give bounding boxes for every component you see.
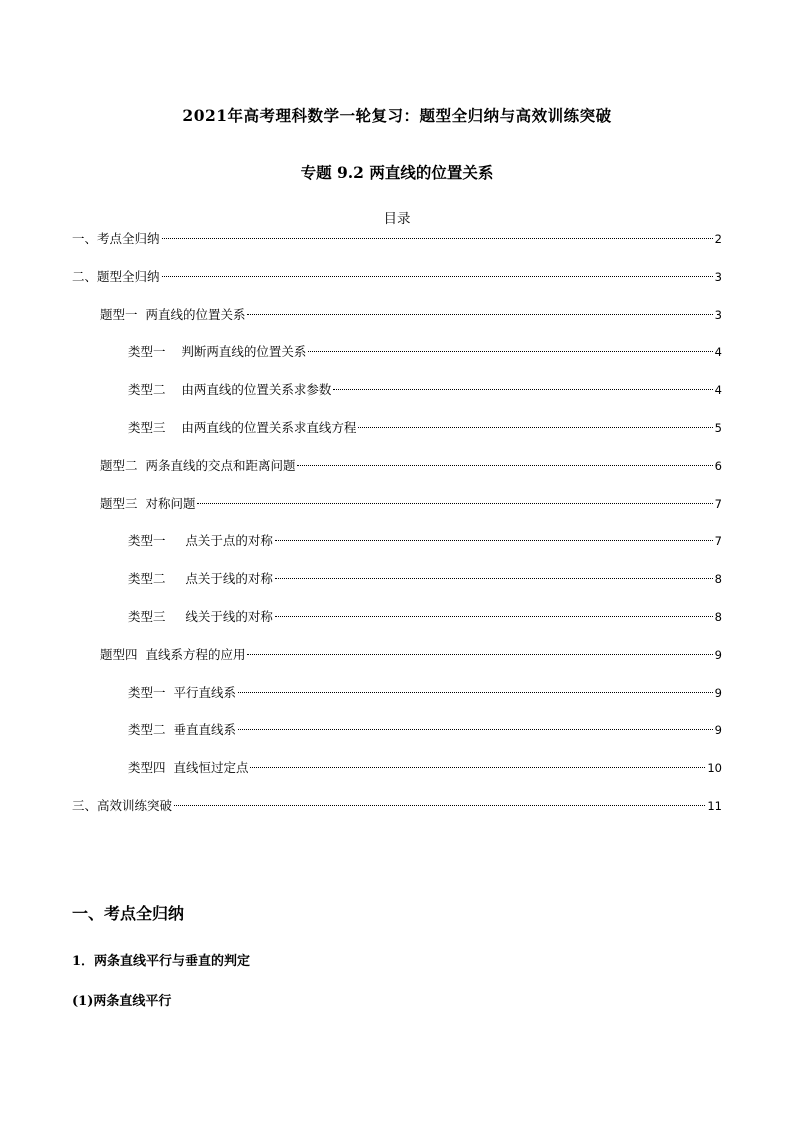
toc-entry[interactable]: [72, 607, 722, 627]
toc-entry-page-number: 8: [714, 610, 722, 624]
toc-entry-label: 类型一 点关于点的对称: [128, 533, 273, 549]
toc-entry-label: 二、题型全归纳: [72, 268, 160, 284]
toc-entry-label: 类型四 直线恒过定点: [128, 760, 249, 776]
toc-entry-page-number: 4: [714, 383, 722, 398]
toc-entry-page-number: 9: [714, 723, 722, 738]
toc-entry[interactable]: [72, 758, 722, 778]
toc-entry[interactable]: [72, 229, 722, 249]
toc-entry-label: 题型四 直线系方程的应用: [100, 646, 246, 662]
toc-entry-page-number: 6: [714, 458, 722, 473]
toc-leader-dots: [197, 502, 712, 504]
toc-entry-page-number: 2: [714, 232, 722, 246]
toc-entry-label: 类型一 判断两直线的位置关系: [128, 344, 307, 360]
toc-entry-page-number: 7: [714, 534, 722, 549]
toc-entry[interactable]: [72, 796, 722, 816]
toc-entry-label: 类型三 由两直线的位置关系求直线方程: [128, 420, 357, 435]
toc-entry[interactable]: [72, 342, 722, 362]
toc-entry[interactable]: [72, 380, 722, 400]
toc-entry-page-number: 3: [714, 307, 722, 322]
toc-entry[interactable]: [72, 418, 722, 438]
toc-entry[interactable]: [72, 569, 722, 589]
toc-entry-page-number: 9: [714, 647, 722, 662]
toc-entry-page-number: 10: [707, 761, 722, 776]
toc-leader-dots: [358, 426, 712, 428]
toc-leader-dots: [297, 464, 712, 466]
toc-entry-label: 题型一 两直线的位置关系: [100, 306, 246, 322]
toc-leader-dots: [174, 804, 705, 806]
toc-leader-dots: [308, 350, 712, 352]
document-title: 2021年高考理科数学一轮复习：题型全归纳与高效训练突破: [182, 106, 612, 125]
toc-entry[interactable]: [72, 494, 722, 514]
toc-leader-dots: [275, 577, 713, 579]
toc-entry-label: 类型二 点关于线的对称: [128, 571, 273, 587]
toc-leader-dots: [247, 313, 712, 315]
toc-leader-dots: [333, 388, 712, 390]
toc-leader-dots: [162, 275, 713, 277]
toc-leader-dots: [162, 237, 713, 239]
toc-entry-label: 类型二 由两直线的位置关系求参数: [128, 382, 332, 398]
toc-entry-label: 三、高效训练突破: [72, 798, 173, 813]
toc-entry[interactable]: [72, 305, 722, 325]
toc-entry[interactable]: [72, 720, 722, 740]
toc-entry-page-number: 9: [714, 685, 722, 700]
toc-entry-label: 类型三 线关于线的对称: [128, 609, 273, 624]
toc-entry-page-number: 4: [714, 345, 722, 360]
toc-entry-page-number: 3: [714, 269, 722, 284]
subsubsection-heading: (1)两条直线平行: [72, 994, 172, 1009]
toc-entry-label: 题型二 两条直线的交点和距离问题: [100, 457, 296, 473]
toc-entry[interactable]: [72, 645, 722, 665]
toc-entry-page-number: 8: [714, 572, 722, 587]
toc-entry-label: 类型一 平行直线系: [128, 684, 236, 700]
toc-entry[interactable]: [72, 683, 722, 703]
section-heading: 一、考点全归纳: [72, 904, 185, 923]
toc-entry[interactable]: [72, 531, 722, 551]
toc-leader-dots: [247, 653, 712, 655]
document-subtitle: 专题 9.2 两直线的位置关系: [300, 163, 494, 182]
toc-entry-page-number: 11: [707, 799, 722, 813]
toc-entry[interactable]: [72, 267, 722, 287]
toc-leader-dots: [275, 615, 713, 617]
toc-leader-dots: [275, 539, 713, 541]
toc-entry-page-number: 7: [714, 496, 722, 511]
toc-leader-dots: [238, 728, 713, 730]
toc-entry-label: 题型三 对称问题: [100, 495, 196, 511]
toc-entry-label: 类型二 垂直直线系: [128, 722, 236, 738]
toc-heading: 目录: [383, 211, 411, 227]
toc-leader-dots: [238, 691, 713, 693]
toc-entry-page-number: 5: [714, 421, 722, 435]
toc-leader-dots: [250, 766, 705, 768]
toc-entry-label: 一、考点全归纳: [72, 231, 160, 246]
subsection-heading: 1．两条直线平行与垂直的判定: [72, 954, 251, 969]
toc-entry[interactable]: [72, 456, 722, 476]
